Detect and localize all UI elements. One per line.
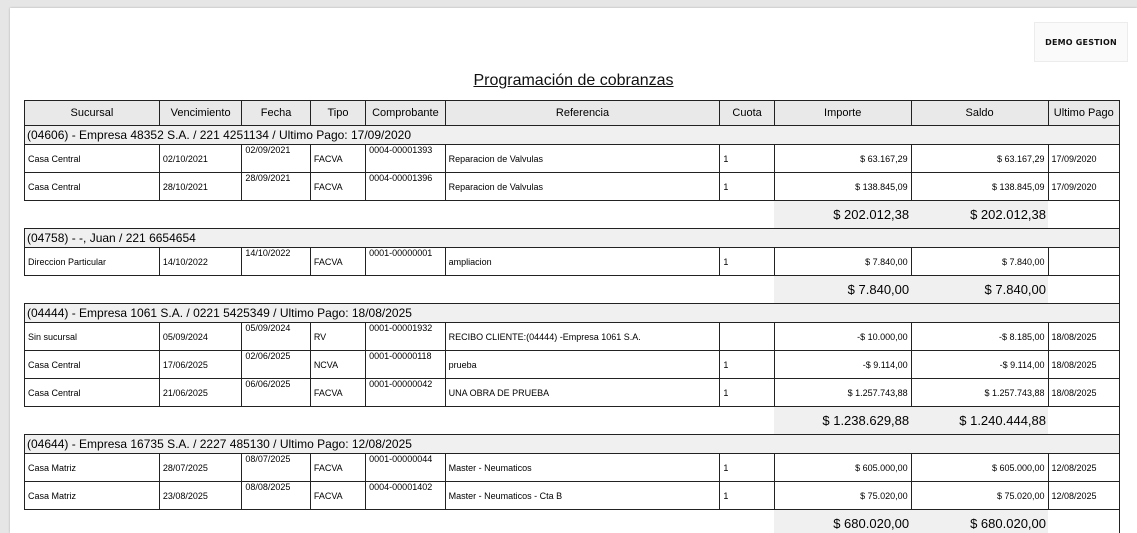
table-row bbox=[25, 351, 1120, 379]
table-row bbox=[25, 482, 1120, 510]
total-edge bbox=[1048, 276, 1120, 304]
cell-importe: $ 75.020,00 bbox=[774, 482, 911, 510]
group-label: (04758) - -, Juan / 221 6654654 bbox=[25, 229, 1120, 248]
cell-referencia: Reparacion de Valvulas bbox=[445, 145, 720, 173]
group-total-row bbox=[25, 407, 1120, 435]
cell-vencimiento: 28/07/2025 bbox=[159, 454, 242, 482]
cell-tipo: FACVA bbox=[310, 482, 365, 510]
group-label: (04444) - Empresa 1061 S.A. / 0221 5425349 / Ultimo Pago: 18/08/2025 bbox=[25, 304, 1120, 323]
total-edge bbox=[1048, 201, 1120, 229]
cell-cuota: 1 bbox=[720, 145, 774, 173]
report-title: Programación de cobranzas bbox=[473, 72, 674, 89]
column-header: Referencia bbox=[445, 101, 720, 126]
total-saldo: $ 7.840,00 bbox=[911, 276, 1048, 304]
cell-ultimo-pago: 18/08/2025 bbox=[1048, 323, 1120, 351]
total-importe: $ 7.840,00 bbox=[774, 276, 911, 304]
cell-vencimiento: 14/10/2022 bbox=[159, 248, 242, 276]
cell-ultimo-pago: 12/08/2025 bbox=[1048, 454, 1120, 482]
cell-comprobante: 0001-00000118 bbox=[366, 351, 446, 379]
total-spacer bbox=[25, 276, 775, 304]
column-header: Tipo bbox=[310, 101, 365, 126]
cell-vencimiento: 17/06/2025 bbox=[159, 351, 242, 379]
total-saldo: $ 202.012,38 bbox=[911, 201, 1048, 229]
total-spacer bbox=[25, 201, 775, 229]
cell-ultimo-pago: 18/08/2025 bbox=[1048, 351, 1120, 379]
cell-fecha: 28/09/2021 bbox=[242, 173, 310, 201]
cell-referencia: ampliacion bbox=[445, 248, 720, 276]
cell-sucursal: Casa Matriz bbox=[25, 454, 160, 482]
cell-fecha: 06/06/2025 bbox=[242, 379, 310, 407]
cell-cuota: 1 bbox=[720, 248, 774, 276]
cell-importe: $ 1.257.743,88 bbox=[774, 379, 911, 407]
cell-vencimiento: 02/10/2021 bbox=[159, 145, 242, 173]
cell-referencia: prueba bbox=[445, 351, 720, 379]
column-header: Vencimiento bbox=[159, 101, 242, 126]
cell-importe: -$ 9.114,00 bbox=[774, 351, 911, 379]
cell-saldo: $ 138.845,09 bbox=[911, 173, 1048, 201]
cell-comprobante: 0001-00000042 bbox=[366, 379, 446, 407]
cell-sucursal: Direccion Particular bbox=[25, 248, 160, 276]
cell-cuota: 1 bbox=[720, 454, 774, 482]
company-logo: DEMO GESTION bbox=[1034, 22, 1128, 62]
cell-saldo: $ 1.257.743,88 bbox=[911, 379, 1048, 407]
cell-referencia: Reparacion de Valvulas bbox=[445, 173, 720, 201]
column-header: Fecha bbox=[242, 101, 310, 126]
cell-saldo: $ 63.167,29 bbox=[911, 145, 1048, 173]
cell-cuota: 1 bbox=[720, 351, 774, 379]
table-row bbox=[25, 454, 1120, 482]
column-header: Saldo bbox=[911, 101, 1048, 126]
column-header: Importe bbox=[774, 101, 911, 126]
table-row bbox=[25, 173, 1120, 201]
cell-saldo: $ 605.000,00 bbox=[911, 454, 1048, 482]
cell-referencia: UNA OBRA DE PRUEBA bbox=[445, 379, 720, 407]
cell-ultimo-pago: 17/09/2020 bbox=[1048, 145, 1120, 173]
cell-comprobante: 0004-00001393 bbox=[366, 145, 446, 173]
cell-tipo: FACVA bbox=[310, 173, 365, 201]
cell-tipo: RV bbox=[310, 323, 365, 351]
cell-ultimo-pago: 12/08/2025 bbox=[1048, 482, 1120, 510]
group-header-row bbox=[25, 229, 1120, 248]
table-row bbox=[25, 145, 1120, 173]
cell-vencimiento: 05/09/2024 bbox=[159, 323, 242, 351]
total-spacer bbox=[25, 510, 775, 533]
group-header-row bbox=[25, 126, 1120, 145]
group-label: (04606) - Empresa 48352 S.A. / 221 4251134 / Ultimo Pago: 17/09/2020 bbox=[25, 126, 1120, 145]
total-edge bbox=[1048, 510, 1120, 533]
cell-fecha: 14/10/2022 bbox=[242, 248, 310, 276]
report-page bbox=[10, 8, 1137, 533]
group-label: (04644) - Empresa 16735 S.A. / 2227 485130 / Ultimo Pago: 12/08/2025 bbox=[25, 435, 1120, 454]
cell-tipo: FACVA bbox=[310, 454, 365, 482]
cell-vencimiento: 23/08/2025 bbox=[159, 482, 242, 510]
cell-cuota: 1 bbox=[720, 379, 774, 407]
cell-fecha: 08/07/2025 bbox=[242, 454, 310, 482]
total-spacer bbox=[25, 407, 775, 435]
cell-cuota: 1 bbox=[720, 173, 774, 201]
total-saldo: $ 1.240.444,88 bbox=[911, 407, 1048, 435]
column-header: Ultimo Pago bbox=[1048, 101, 1120, 126]
cell-ultimo-pago: 18/08/2025 bbox=[1048, 379, 1120, 407]
column-header: Sucursal bbox=[25, 101, 160, 126]
cell-tipo: NCVA bbox=[310, 351, 365, 379]
cell-tipo: FACVA bbox=[310, 145, 365, 173]
total-saldo: $ 680.020,00 bbox=[911, 510, 1048, 533]
cell-saldo: -$ 8.185,00 bbox=[911, 323, 1048, 351]
cell-importe: $ 63.167,29 bbox=[774, 145, 911, 173]
table-row bbox=[25, 323, 1120, 351]
cell-sucursal: Casa Central bbox=[25, 351, 160, 379]
cell-fecha: 02/09/2021 bbox=[242, 145, 310, 173]
cell-sucursal: Casa Central bbox=[25, 379, 160, 407]
cell-vencimiento: 21/06/2025 bbox=[159, 379, 242, 407]
cell-referencia: RECIBO CLIENTE:(04444) -Empresa 1061 S.A. bbox=[445, 323, 720, 351]
cell-importe: -$ 10.000,00 bbox=[774, 323, 911, 351]
cell-comprobante: 0001-00000001 bbox=[366, 248, 446, 276]
cell-importe: $ 7.840,00 bbox=[774, 248, 911, 276]
cell-importe: $ 605.000,00 bbox=[774, 454, 911, 482]
cell-comprobante: 0004-00001396 bbox=[366, 173, 446, 201]
cell-fecha: 08/08/2025 bbox=[242, 482, 310, 510]
cell-saldo: $ 7.840,00 bbox=[911, 248, 1048, 276]
cell-saldo: -$ 9.114,00 bbox=[911, 351, 1048, 379]
table-row bbox=[25, 248, 1120, 276]
cell-ultimo-pago: 17/09/2020 bbox=[1048, 173, 1120, 201]
collections-table bbox=[24, 100, 1120, 533]
cell-tipo: FACVA bbox=[310, 248, 365, 276]
table-body bbox=[25, 126, 1120, 533]
table-row bbox=[25, 379, 1120, 407]
group-header-row bbox=[25, 304, 1120, 323]
cell-comprobante: 0001-00001932 bbox=[366, 323, 446, 351]
cell-sucursal: Casa Central bbox=[25, 173, 160, 201]
cell-referencia: Master - Neumaticos bbox=[445, 454, 720, 482]
cell-fecha: 05/09/2024 bbox=[242, 323, 310, 351]
cell-comprobante: 0004-00001402 bbox=[366, 482, 446, 510]
cell-sucursal: Sin sucursal bbox=[25, 323, 160, 351]
group-header-row bbox=[25, 435, 1120, 454]
cell-cuota: 1 bbox=[720, 482, 774, 510]
cell-sucursal: Casa Matriz bbox=[25, 482, 160, 510]
group-total-row bbox=[25, 276, 1120, 304]
cell-sucursal: Casa Central bbox=[25, 145, 160, 173]
column-header: Cuota bbox=[720, 101, 774, 126]
cell-cuota bbox=[720, 323, 774, 351]
total-importe: $ 680.020,00 bbox=[774, 510, 911, 533]
total-importe: $ 202.012,38 bbox=[774, 201, 911, 229]
cell-vencimiento: 28/10/2021 bbox=[159, 173, 242, 201]
cell-comprobante: 0001-00000044 bbox=[366, 454, 446, 482]
cell-saldo: $ 75.020,00 bbox=[911, 482, 1048, 510]
total-edge bbox=[1048, 407, 1120, 435]
cell-ultimo-pago bbox=[1048, 248, 1120, 276]
cell-tipo: FACVA bbox=[310, 379, 365, 407]
column-header: Comprobante bbox=[366, 101, 446, 126]
group-total-row bbox=[25, 510, 1120, 533]
cell-importe: $ 138.845,09 bbox=[774, 173, 911, 201]
group-total-row bbox=[25, 201, 1120, 229]
table-header-row bbox=[25, 101, 1120, 126]
cell-fecha: 02/06/2025 bbox=[242, 351, 310, 379]
cell-referencia: Master - Neumaticos - Cta B bbox=[445, 482, 720, 510]
total-importe: $ 1.238.629,88 bbox=[774, 407, 911, 435]
